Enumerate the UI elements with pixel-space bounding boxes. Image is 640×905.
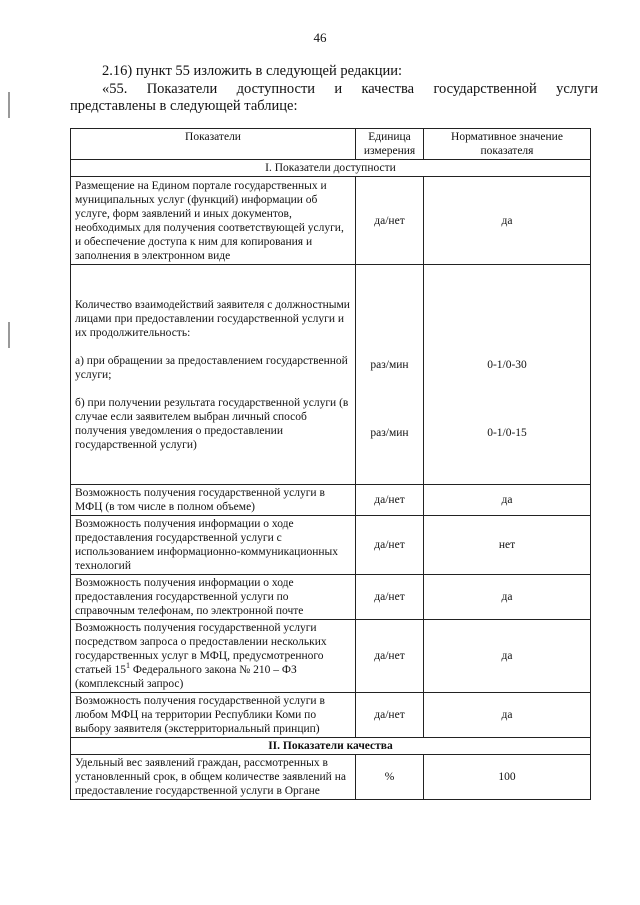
indicator-cell: Возможность получения государственной услуги в любом МФЦ на территории Республики Коми по выбору заявителя (экстерриториальный принцип) bbox=[71, 693, 356, 738]
unit-cell: % bbox=[356, 755, 424, 800]
value-sub-a: 0-1/0-30 bbox=[487, 359, 527, 371]
indicator-sub-a: а) при обращении за предоставлением государственной услуги; bbox=[75, 354, 348, 381]
page-number: 46 bbox=[313, 30, 327, 45]
table-row bbox=[71, 755, 591, 800]
value-sub-b: 0-1/0-15 bbox=[487, 427, 527, 439]
value-cell: да bbox=[424, 575, 591, 620]
unit-cell: да/нет bbox=[356, 516, 424, 575]
table-header-row bbox=[71, 129, 591, 160]
unit-cell: да/нет bbox=[356, 620, 424, 693]
unit-sub-a: раз/мин bbox=[370, 359, 409, 371]
value-cell: да bbox=[424, 485, 591, 516]
value-cell: нет bbox=[424, 516, 591, 575]
table-row bbox=[71, 575, 591, 620]
section-title-quality: II. Показатели качества bbox=[71, 738, 591, 755]
indicator-cell: Удельный вес заявлений граждан, рассмотренных в установленный срок, в общем количестве заявлений на предоставление государственной услуги в Органе bbox=[71, 755, 356, 800]
table-row bbox=[71, 693, 591, 738]
intro-line-2: «55. Показатели доступности и качества государственной услуги bbox=[102, 81, 598, 97]
intro-line-1: 2.16) пункт 55 изложить в следующей редакции: bbox=[102, 63, 402, 79]
indicator-cell bbox=[71, 620, 356, 693]
value-cell: да bbox=[424, 177, 591, 265]
section-title-availability: I. Показатели доступности bbox=[71, 160, 591, 177]
value-cell: да bbox=[424, 693, 591, 738]
indicator-text-post: Федерального закона № 210 – ФЗ (комплексный запрос) bbox=[75, 664, 297, 690]
margin-mark-top bbox=[8, 92, 10, 118]
header-value: Нормативное значение показателя bbox=[424, 129, 591, 160]
section-row-quality bbox=[71, 738, 591, 755]
table-row bbox=[71, 620, 591, 693]
unit-cell: да/нет bbox=[356, 693, 424, 738]
unit-cell: да/нет bbox=[356, 485, 424, 516]
margin-mark-middle bbox=[8, 322, 10, 348]
indicator-cell: Возможность получения информации о ходе предоставления государственной услуги по справочным телефонам, по электронной почте bbox=[71, 575, 356, 620]
indicator-text-pre: Возможность получения государственной услуги посредством запроса о предоставлении нескольких государственных услуг в МФЦ, предусмотренного статьей 15 bbox=[75, 622, 327, 676]
unit-cell bbox=[356, 265, 424, 485]
indicator-cell: Размещение на Едином портале государственных и муниципальных услуг (функций) информации об услуге, форм заявлений и иных документов, необходимых для получения соответствующей услуги, и обеспечение доступа к ним для копирования и заполнения в электронном виде bbox=[71, 177, 356, 265]
unit-cell: да/нет bbox=[356, 177, 424, 265]
indicator-cell: Возможность получения информации о ходе предоставления государственной услуги с использованием информационно-коммуникационных технологий bbox=[71, 516, 356, 575]
value-cell: 100 bbox=[424, 755, 591, 800]
header-unit: Единица измерения bbox=[356, 129, 424, 160]
indicator-sub-b: б) при получении результата государственной услуги (в случае если заявителем выбран личный способ получения уведомления о предоставлении государственной услуги) bbox=[75, 396, 349, 451]
indicator-cell bbox=[71, 265, 356, 485]
value-cell bbox=[424, 265, 591, 485]
indicators-table bbox=[70, 128, 591, 800]
value-cell: да bbox=[424, 620, 591, 693]
indicator-superscript: 1 bbox=[125, 661, 130, 671]
table-row bbox=[71, 516, 591, 575]
unit-sub-b: раз/мин bbox=[370, 427, 409, 439]
table-row bbox=[71, 265, 591, 485]
unit-cell: да/нет bbox=[356, 575, 424, 620]
table-row bbox=[71, 485, 591, 516]
section-row-availability bbox=[71, 160, 591, 177]
intro-line-3: представлены в следующей таблице: bbox=[70, 98, 298, 114]
table-row bbox=[71, 177, 591, 265]
header-indicator: Показатели bbox=[71, 129, 356, 160]
indicator-main-text: Количество взаимодействий заявителя с должностными лицами при предоставлении государственной услуги и их продолжительность: bbox=[75, 298, 350, 339]
indicator-cell: Возможность получения государственной услуги в МФЦ (в том числе в полном объеме) bbox=[71, 485, 356, 516]
